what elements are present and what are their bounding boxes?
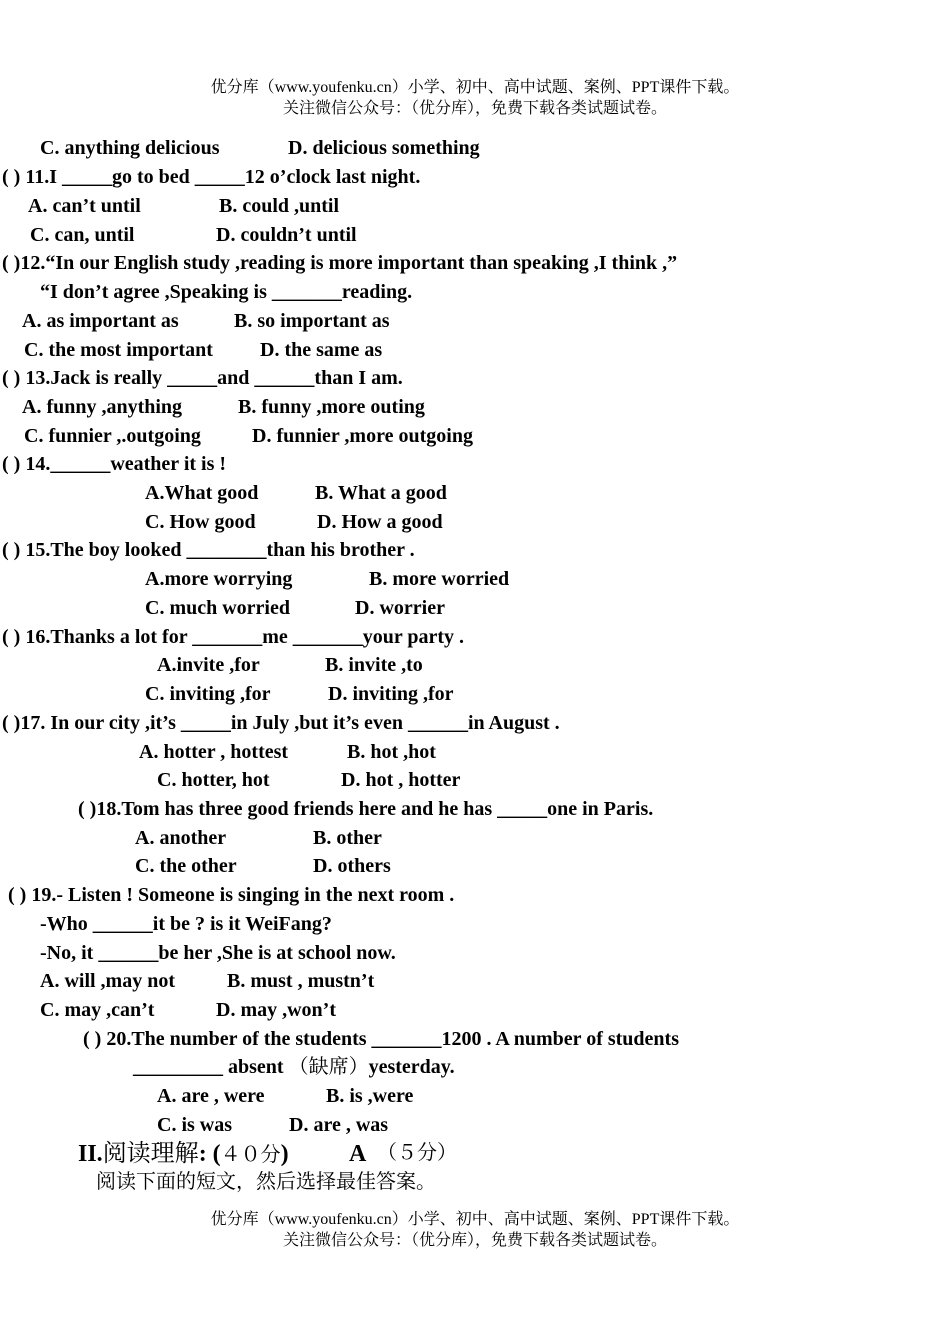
q14-option-c: C. How good [145, 511, 256, 533]
q18-option-c: C. the other [135, 855, 237, 877]
q11-option-d: D. couldn’t until [216, 224, 357, 246]
q19-stem: ( ) 19.- Listen ! Someone is singing in the next room . [8, 884, 455, 906]
footer-line-1: 优分库（www.youfenku.cn）小学、初中、高中试题、案例、PPT课件下载。 [210, 1211, 740, 1228]
q20-end: yesterday. [368, 1056, 455, 1078]
q17-stem: ( )17. In our city ,it’s _____in July ,but it’s even ______in August . [2, 712, 560, 734]
q13-option-a: A. funny ,anything [22, 396, 183, 418]
section-2-score-close: ) [280, 1141, 289, 1167]
q17-option-b: B. hot ,hot [347, 741, 436, 763]
q20-stem-2 [133, 1055, 455, 1079]
header-line-1: 优分库（www.youfenku.cn）小学、初中、高中试题、案例、PPT课件下载。 [210, 79, 740, 96]
section-2-title: 阅读理解 [102, 1141, 199, 1167]
q20-chinese-note: （缺席） [288, 1056, 369, 1078]
section-2-score: ４０分 [220, 1144, 281, 1166]
q19-option-a: A. will ,may not [40, 970, 175, 992]
q11-option-b: B. could ,until [219, 195, 340, 217]
q18-option-b: B. other [313, 827, 382, 849]
q18-stem: ( )18.Tom has three good friends here and he has _____one in Paris. [78, 798, 654, 820]
q20-option-b: B. is ,were [326, 1085, 414, 1107]
q14-option-a: A.What good [145, 482, 259, 504]
q15-option-d: D. worrier [355, 597, 445, 619]
q17-option-d: D. hot , hotter [341, 769, 461, 791]
section-2-instruction: 阅读下面的短文，然后选择最佳答案。 [96, 1171, 436, 1193]
q14-option-d: D. How a good [317, 511, 443, 533]
q16-option-a: A.invite ,for [157, 654, 260, 676]
part-a-score: （５分） [377, 1142, 457, 1164]
q20-stem: ( ) 20.The number of the students _______1200 . A number of students [83, 1028, 679, 1050]
q11-option-c: C. can, until [30, 224, 135, 246]
q12-stem-2: “I don’t agree ,Speaking is _______reading. [40, 281, 413, 303]
q19-dialog-2: -Who ______it be ? is it WeiFang? [40, 913, 332, 935]
q19-option-d: D. may ,won’t [216, 999, 336, 1021]
header-line-2: 关注微信公众号：（优分库），免费下载各类试题试卷。 [282, 100, 667, 117]
q17-option-a: A. hotter , hottest [139, 741, 289, 763]
q19-option-b: B. must , mustn’t [227, 970, 375, 992]
q13-option-d: D. funnier ,more outgoing [252, 425, 473, 447]
q20-option-a: A. are , were [157, 1085, 265, 1107]
q19-dialog-3: -No, it ______be her ,She is at school now. [40, 942, 396, 964]
q19-option-c: C. may ,can’t [40, 999, 155, 1021]
q11-option-a: A. can’t until [28, 195, 141, 217]
q20-option-d: D. are , was [289, 1114, 389, 1136]
q20-blank: _________ absent [133, 1056, 289, 1078]
section-2-number: II. [78, 1141, 103, 1167]
q12-option-b: B. so important as [234, 310, 390, 332]
section-2-score-open: : ( [198, 1141, 221, 1167]
q15-option-c: C. much worried [145, 597, 290, 619]
q12-option-d: D. the same as [260, 339, 383, 361]
q16-option-d: D. inviting ,for [328, 683, 454, 705]
q12-option-c: C. the most important [24, 339, 213, 361]
footer-line-2: 关注微信公众号：（优分库），免费下载各类试题试卷。 [282, 1232, 667, 1249]
q15-option-a: A.more worrying [145, 568, 293, 590]
q13-option-b: B. funny ,more outing [238, 396, 425, 418]
q20-option-c: C. is was [157, 1114, 233, 1136]
section-2-heading [78, 1140, 289, 1169]
q13-stem: ( ) 13.Jack is really _____and ______than I am. [2, 367, 403, 389]
q16-stem: ( ) 16.Thanks a lot for _______me _______your party . [2, 626, 465, 648]
q18-option-d: D. others [313, 855, 391, 877]
q10-option-c: C. anything delicious [40, 137, 220, 159]
q14-stem: ( ) 14.______weather it is ! [2, 453, 227, 475]
q10-option-d: D. delicious something [288, 137, 480, 159]
q16-option-b: B. invite ,to [325, 654, 423, 676]
q11-stem: ( ) 11.I _____go to bed _____12 o’clock last night. [2, 166, 421, 188]
q13-option-c: C. funnier ,.outgoing [24, 425, 201, 447]
q16-option-c: C. inviting ,for [145, 683, 271, 705]
q12-option-a: A. as important as [22, 310, 179, 332]
q17-option-c: C. hotter, hot [157, 769, 270, 791]
q18-option-a: A. another [135, 827, 227, 849]
q15-stem: ( ) 15.The boy looked ________than his brother . [2, 539, 415, 561]
q15-option-b: B. more worried [369, 568, 510, 590]
part-a-label: A [349, 1141, 367, 1167]
q14-option-b: B. What a good [315, 482, 447, 504]
q12-stem: ( )12.“In our English study ,reading is more important than speaking ,I think ,” [2, 252, 678, 274]
